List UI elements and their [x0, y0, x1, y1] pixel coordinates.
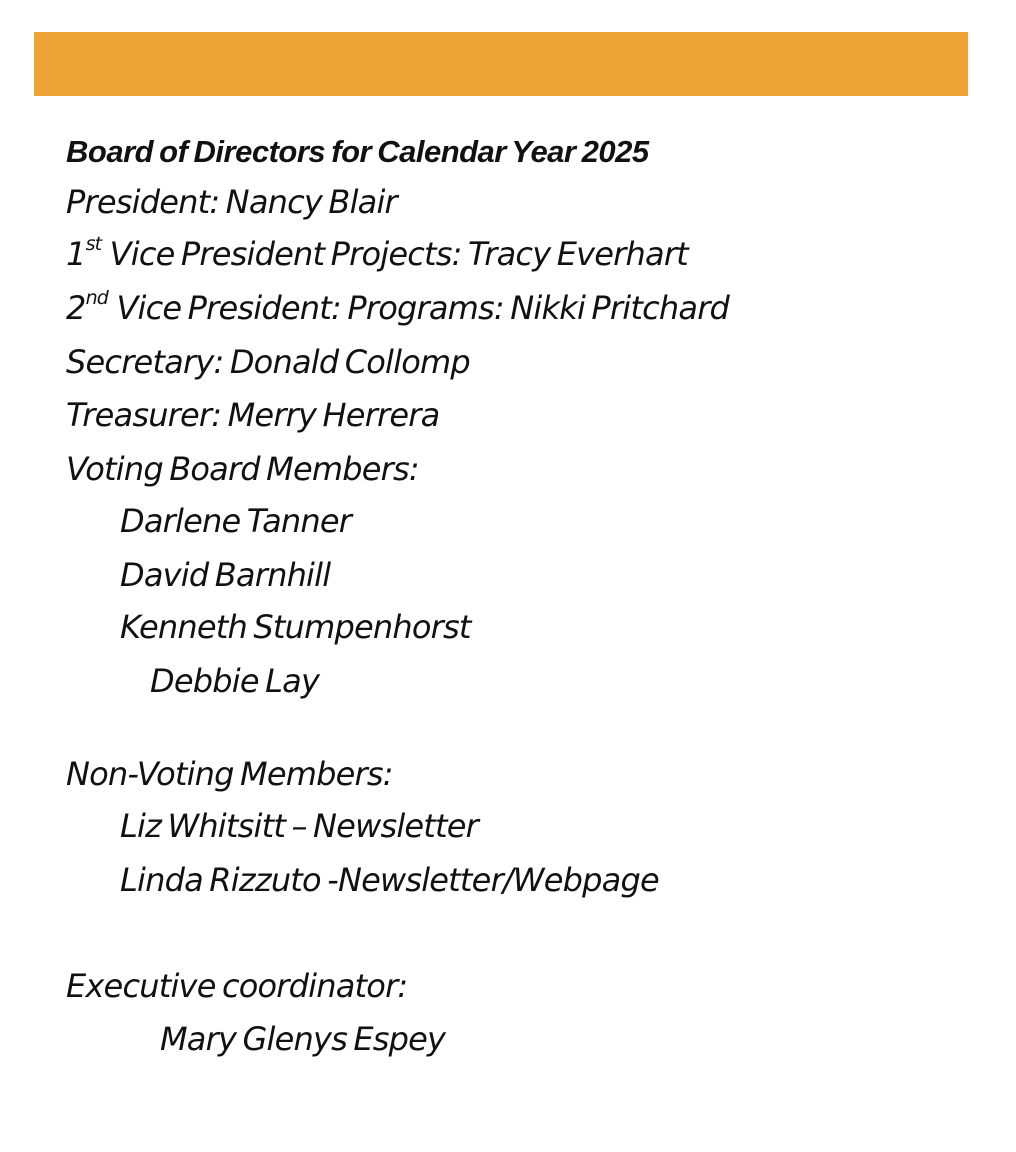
vp2-number: 2 — [66, 289, 86, 327]
voting-member: Kenneth Stumpenhorst — [120, 608, 471, 646]
treasurer-line: Treasurer: Merry Herrera — [66, 396, 440, 434]
non-voting-members-label: Non-Voting Members: — [66, 755, 393, 793]
voting-member: Darlene Tanner — [120, 502, 352, 540]
executive-coordinator-label: Executive coordinator: — [66, 967, 408, 1005]
president-line: President: Nancy Blair — [66, 183, 397, 221]
voting-member: David Barnhill — [120, 556, 331, 594]
header-bar — [34, 32, 968, 96]
voting-member: Debbie Lay — [150, 662, 320, 700]
second-vice-president-line — [66, 288, 729, 328]
vp2-text: Vice President: Programs: Nikki Pritchard — [110, 289, 730, 327]
first-vice-president-line — [66, 234, 688, 274]
executive-coordinator-name: Mary Glenys Espey — [160, 1020, 446, 1058]
vp1-suffix: st — [85, 233, 102, 256]
board-heading: Board of Directors for Calendar Year 2025 — [66, 134, 649, 169]
non-voting-member: Liz Whitsitt – Newsletter — [120, 807, 479, 845]
secretary-line: Secretary: Donald Collomp — [66, 343, 470, 381]
vp1-number: 1 — [66, 235, 86, 273]
vp2-suffix: nd — [85, 287, 109, 310]
vp1-text: Vice President Projects: Tracy Everhart — [103, 235, 688, 273]
voting-members-label: Voting Board Members: — [66, 450, 419, 488]
non-voting-member: Linda Rizzuto -Newsletter/Webpage — [120, 861, 659, 899]
